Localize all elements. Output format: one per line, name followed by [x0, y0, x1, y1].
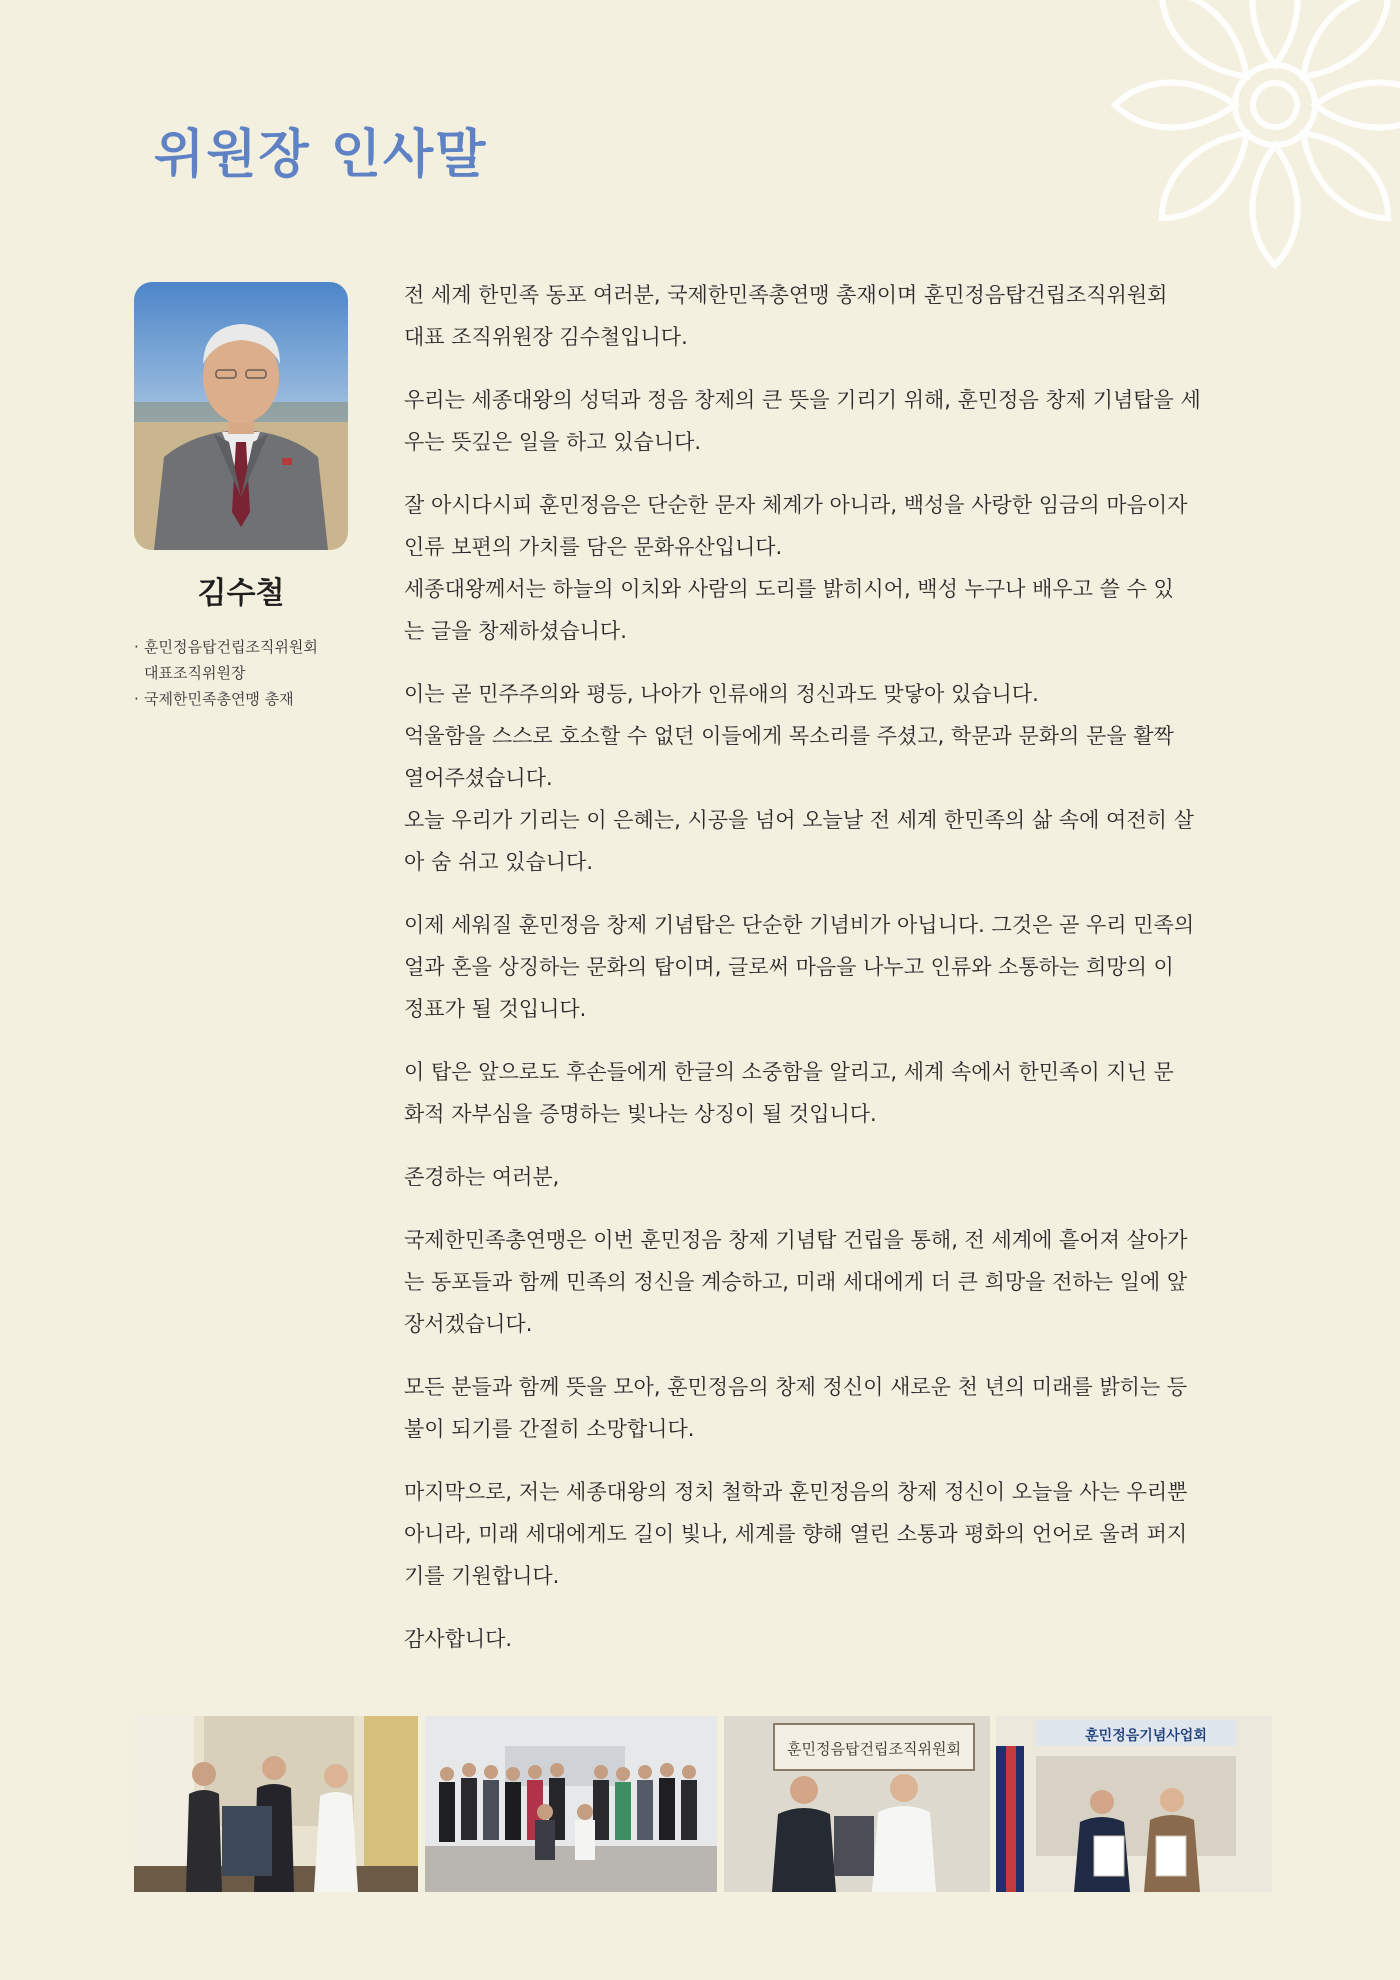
photo-group: [425, 1716, 717, 1892]
photo-agreement: [996, 1716, 1272, 1892]
letter-line: 정표가 될 것입니다.: [404, 997, 587, 1021]
letter-paragraph: [404, 1471, 1272, 1597]
letter-paragraph: [404, 379, 1272, 463]
letter-paragraph: [404, 274, 1272, 358]
letter-line: 아니라, 미래 세대에게도 길이 빛나, 세계를 향해 열린 소통과 평화의 언어로 울려 퍼지: [404, 1522, 1188, 1546]
letter-line: 화적 자부심을 증명하는 빛나는 상징이 될 것입니다.: [404, 1102, 877, 1126]
letter-line: 전 세계 한민족 동포 여러분, 국제한민족총연맹 총재이며 훈민정음탑건립조직위원회: [404, 283, 1168, 307]
letter-line: 기를 기원합니다.: [404, 1564, 560, 1588]
portrait-photo: [134, 282, 348, 550]
letter-line: 국제한민족총연맹은 이번 훈민정음 창제 기념탑 건립을 통해, 전 세계에 흩어져 살아가: [404, 1228, 1188, 1252]
person-name: 김수철: [197, 576, 285, 611]
role-line: 대표조직위원장: [144, 664, 246, 682]
role-list: [134, 634, 354, 712]
page-title: 위원장 인사말: [154, 125, 488, 185]
letter-line: 는 글을 창제하셨습니다.: [404, 619, 627, 643]
letter-line: 이는 곧 민주주의와 평등, 나아가 인류애의 정신과도 맞닿아 있습니다.: [404, 682, 1039, 706]
greeting-letter: [404, 274, 1272, 1681]
photo-sign-text: 훈민정음탑건립조직위원회: [787, 1740, 961, 1758]
letter-line: 존경하는 여러분,: [404, 1165, 560, 1189]
letter-line: 얼과 혼을 상징하는 문화의 탑이며, 글로써 마음을 나누고 인류와 소통하는 희망의 이: [404, 955, 1174, 979]
role-item: [134, 634, 354, 686]
photo-sign-text: 훈민정음기념사업회: [1085, 1728, 1207, 1744]
letter-paragraph: [404, 1051, 1272, 1135]
letter-line: 감사합니다.: [404, 1627, 513, 1651]
letter-line: 억울함을 스스로 호소할 수 없던 이들에게 목소리를 주셨고, 학문과 문화의 문을 활짝: [404, 724, 1174, 748]
photo-strip: [134, 1716, 1272, 1892]
letter-line: 장서겠습니다.: [404, 1312, 533, 1336]
letter-line: 마지막으로, 저는 세종대왕의 정치 철학과 훈민정음의 창제 정신이 오늘을 사는 우리뿐: [404, 1480, 1188, 1504]
letter-line: 인류 보편의 가치를 담은 문화유산입니다.: [404, 535, 783, 559]
letter-paragraph: [404, 1156, 1272, 1198]
letter-line: 모든 분들과 함께 뜻을 모아, 훈민정음의 창제 정신이 새로운 천 년의 미래를 밝히는 등: [404, 1375, 1188, 1399]
role-item: [134, 686, 354, 712]
role-line: · 국제한민족총연맹 총재: [144, 690, 294, 708]
letter-paragraph: [404, 484, 1272, 652]
letter-line: 열어주셨습니다.: [404, 766, 553, 790]
letter-line: 이 탑은 앞으로도 후손들에게 한글의 소중함을 알리고, 세계 속에서 한민족이 지닌 문: [404, 1060, 1174, 1084]
letter-line: 불이 되기를 간절히 소망합니다.: [404, 1417, 695, 1441]
letter-line: 오늘 우리가 기리는 이 은혜는, 시공을 넘어 오늘날 전 세계 한민족의 삶 속에 여전히 살: [404, 808, 1194, 832]
role-line: · 훈민정음탑건립조직위원회: [144, 638, 318, 656]
letter-line: 우는 뜻깊은 일을 하고 있습니다.: [404, 430, 702, 454]
letter-line: 아 숨 쉬고 있습니다.: [404, 850, 593, 874]
photo-handshake: [724, 1716, 990, 1892]
letter-line: 이제 세워질 훈민정음 창제 기념탑은 단순한 기념비가 아닙니다. 그것은 곧 우리 민족의: [404, 913, 1195, 937]
letter-paragraph: [404, 1219, 1272, 1345]
letter-line: 우리는 세종대왕의 성덕과 정음 창제의 큰 뜻을 기리기 위해, 훈민정음 창제 기념탑을 세: [404, 388, 1201, 412]
letter-paragraph: [404, 673, 1272, 883]
letter-paragraph: [404, 1618, 1272, 1660]
letter-paragraph: [404, 1366, 1272, 1450]
letter-line: 세종대왕께서는 하늘의 이치와 사람의 도리를 밝히시어, 백성 누구나 배우고 쓸 수 있: [404, 577, 1174, 601]
photo-award-ceremony: [134, 1716, 418, 1892]
letter-line: 는 동포들과 함께 민족의 정신을 계승하고, 미래 세대에게 더 큰 희망을 전하는 일에 앞: [404, 1270, 1188, 1294]
letter-line: 잘 아시다시피 훈민정음은 단순한 문자 체계가 아니라, 백성을 사랑한 임금의 마음이자: [404, 493, 1188, 517]
letter-line: 대표 조직위원장 김수철입니다.: [404, 325, 688, 349]
decorative-flower-icon: [1110, 0, 1400, 270]
letter-paragraph: [404, 904, 1272, 1030]
profile-card: [134, 282, 354, 712]
